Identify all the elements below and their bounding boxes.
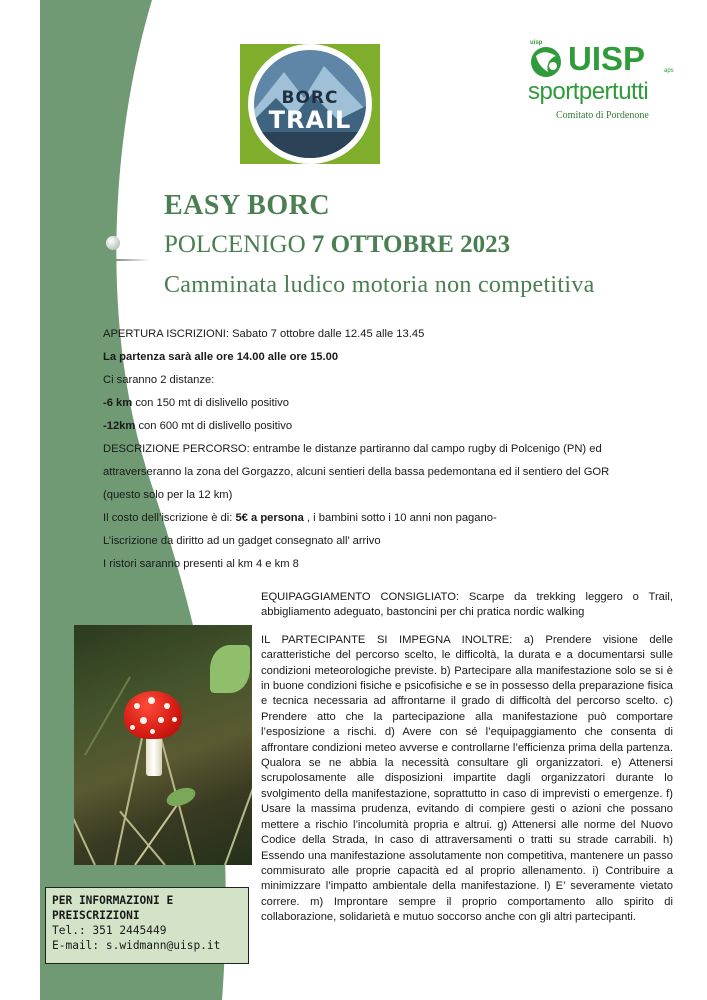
equipment-paragraph: EQUIPAGGIAMENTO CONSIGLIATO: Scarpe da trekking leggero o Trail, abbigliamento adeguato, bastoncini per chi pratica nordic walking (261, 591, 673, 619)
distance-12km (103, 418, 292, 434)
cost-amount: 5€ a persona (235, 512, 304, 524)
uisp-emblem-icon (526, 44, 566, 80)
commitments-paragraph: IL PARTECIPANTE SI IMPEGNA INOLTRE: a) Prendere visione delle caratteristiche del percorso scelto, le difficoltà, la durata e a documentarsi sulle condizioni meteorologiche previste. b) Partecipare alla manifestazione solo se si è in buone condizioni fisiche e psicofisiche e se in possesso della preparazione fisica e tecnica necessaria ad affrontarne il grado di difficoltà del percorso scelto. c) Prendere atto che la partecipazione alla manifestazione può comportare l’esposizione a rischi. d) Avere con sé l’equipaggiamento che consenta di affrontare condizioni meteo avverse e controllarne l’efficienza prima della partenza. Qualora se ne abbia la necessità consultare gli organizzatori. e) Attenersi scrupolosamente alle disposizioni impartite dagli organizzatori durante lo svolgimento della manifestazione, soprattutto in caso di imprevisti o emergenze. f) Usare la massima prudenza, evitando di compiere gesti o azioni che possano mettere a rischio l’incolumità propria e altrui. g) Attenersi alle norme del Nuovo Codice della Strada, In caso di attraversamenti o tratti su strade carrabili. h) Essendo una manifestazione assolutamente non competitiva, mantenere un passo commisurato alle proprie capacità ed al proprio allenamento. i) Contribuire a minimizzare l’impatto ambientale della manifestazione. l) E’ severamente vietato correre. m) Improntare sempre il proprio comportamento allo spirito di collaborazione, solidarietà e mutuo soccorso anche con gli altri partecipanti. (261, 633, 673, 924)
distances-intro: Ci saranno 2 distanze: (103, 374, 215, 386)
refreshments-line: I ristori saranno presenti al km 4 e km 8 (103, 558, 299, 570)
distance-12km-label: -12km (103, 420, 136, 432)
rules-section (261, 590, 673, 926)
description-line1: DESCRIZIONE PERCORSO: entrambe le distanze partiranno dal campo rugby di Polcenigo (PN) ed (103, 443, 602, 455)
decorative-line (116, 259, 150, 261)
mushroom-photo (74, 625, 252, 865)
distance-6km-label: -6 km (103, 397, 133, 409)
uisp-small-label: uisp (530, 40, 543, 46)
event-place: POLCENIGO (164, 231, 306, 258)
contact-heading-line2: PREISCRIZIONI (52, 909, 140, 922)
distance-6km-detail: con 150 mt di dislivello positivo (132, 397, 289, 409)
decorative-pearl (106, 236, 120, 250)
cost-suffix: , i bambini sotto i 10 anni non pagano- (303, 512, 497, 524)
registration-line: APERTURA ISCRIZIONI: Sabato 7 ottobre dalle 12.45 alle 13.45 (103, 328, 425, 340)
uisp-wordmark: UISP (568, 40, 646, 77)
uisp-aps: aps (664, 68, 674, 74)
distance-12km-detail: con 600 mt di dislivello positivo (135, 420, 293, 432)
description-line2: attraverseranno la zona del Gorgazzo, alcuni sentieri della bassa pedemontana ed il sentiero del GOR (103, 466, 610, 478)
event-title: EASY BORC (164, 190, 331, 221)
cost-line (103, 510, 497, 526)
description-line3: (questo solo per la 12 km) (103, 489, 233, 501)
event-date: 7 OTTOBRE 2023 (311, 231, 511, 258)
uisp-logo (524, 40, 684, 130)
contact-heading-line1: PER INFORMAZIONI E (52, 894, 174, 907)
borc-trail-logo (240, 44, 380, 164)
uisp-committee: Comitato di Pordenone (556, 110, 649, 121)
gadget-line: L’iscrizione da diritto ad un gadget consegnato all’ arrivo (103, 535, 381, 547)
contact-phone[interactable]: Tel.: 351 2445449 (52, 924, 167, 937)
contact-box (45, 887, 249, 964)
start-line: La partenza sarà alle ore 14.00 alle ore 15.00 (103, 351, 339, 363)
event-place-date (164, 231, 510, 259)
distance-6km (103, 395, 289, 411)
borc-logo-line2: TRAIL (268, 106, 352, 134)
borc-logo-line1: BORC (281, 88, 339, 108)
event-subtitle: Camminata ludico motoria non competitiva (164, 272, 595, 298)
uisp-tagline: sportpertutti (528, 78, 649, 105)
contact-email[interactable]: E-mail: s.widmann@uisp.it (52, 939, 221, 952)
cost-prefix: Il costo dell’iscrizione è di: (103, 512, 236, 524)
